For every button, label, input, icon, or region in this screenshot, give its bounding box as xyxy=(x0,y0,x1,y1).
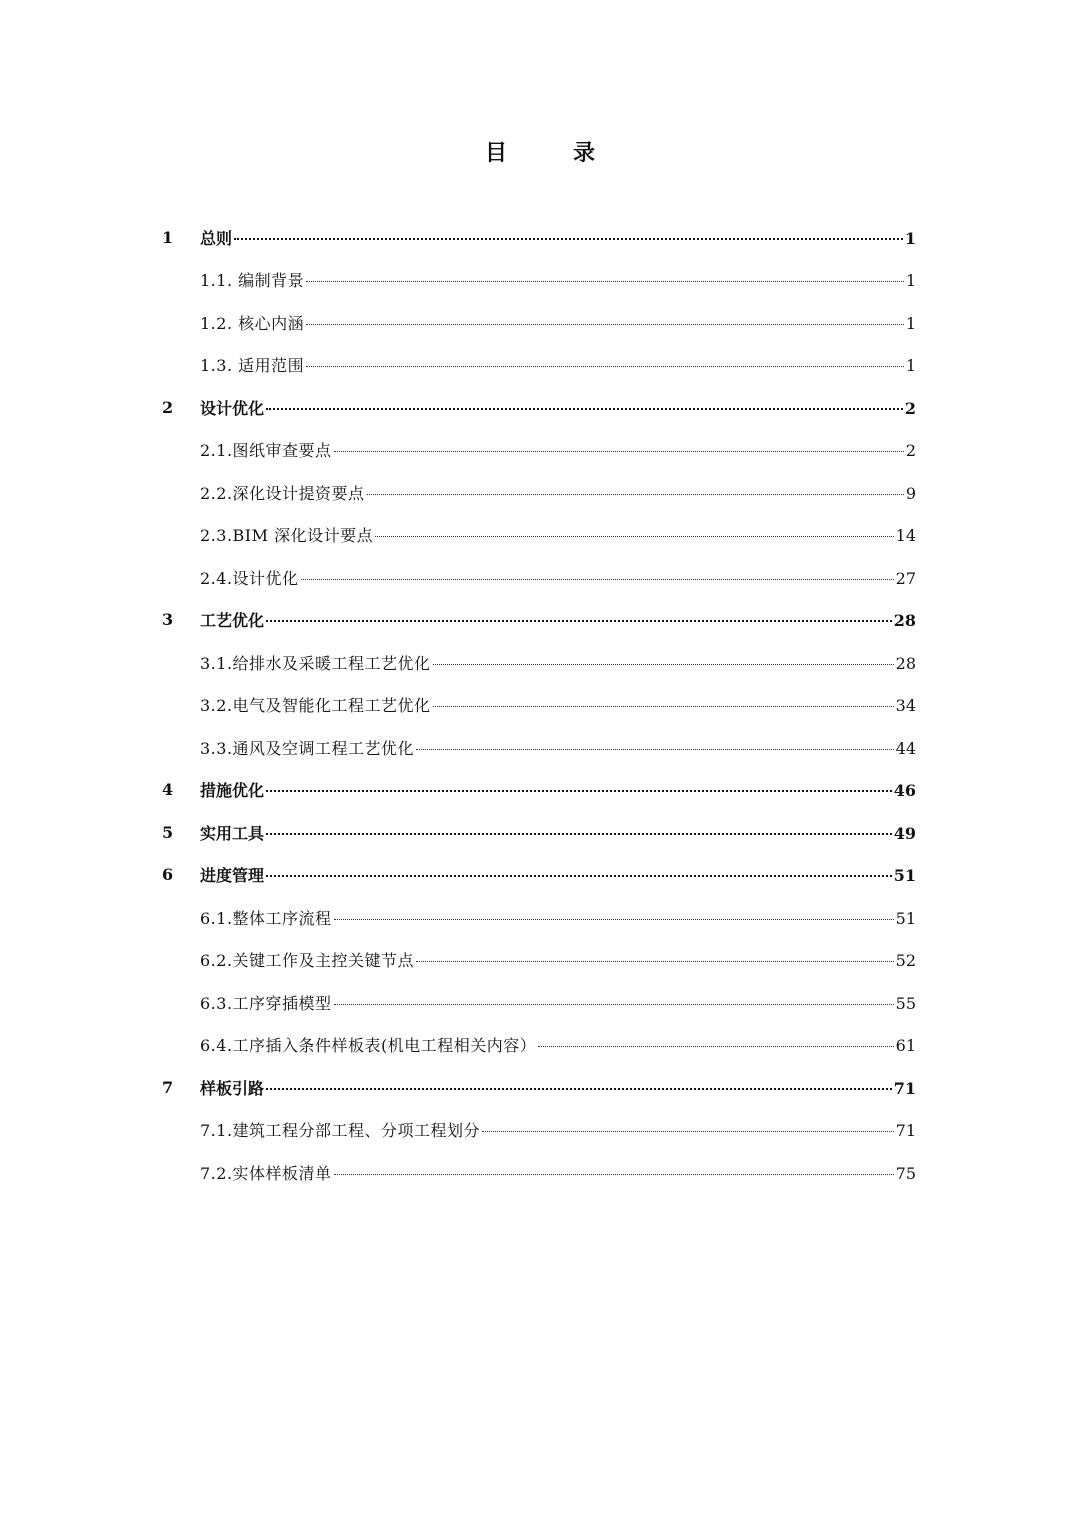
toc-entry-1-2[interactable] xyxy=(162,301,916,344)
toc-entry-2[interactable] xyxy=(162,386,916,429)
toc-entry-label: 设计优化 xyxy=(200,398,265,418)
toc-entry-2-3[interactable] xyxy=(162,514,916,557)
leader-dots xyxy=(266,1088,892,1090)
toc-entry-3-3[interactable] xyxy=(162,726,916,769)
leader-dots xyxy=(334,1174,894,1175)
toc-entry-page: 14 xyxy=(895,526,916,546)
leader-dots xyxy=(266,620,892,622)
leader-dots xyxy=(416,749,894,750)
toc-entry-number: 6 xyxy=(162,865,174,885)
toc-title: 目 录 xyxy=(484,140,617,166)
leader-dots xyxy=(334,451,904,452)
toc-entry-6[interactable] xyxy=(162,854,916,897)
table-of-contents xyxy=(162,216,916,1194)
toc-entry-page: 2 xyxy=(905,441,916,461)
toc-entry-label: 措施优化 xyxy=(200,781,265,801)
toc-entry-number: 4 xyxy=(162,780,174,800)
toc-entry-page: 61 xyxy=(895,1036,916,1056)
toc-entry-label: 1.1. 编制背景 xyxy=(200,271,305,291)
toc-entry-page: 1 xyxy=(905,356,916,376)
leader-dots xyxy=(266,833,892,835)
toc-entry-label: 3.2.电气及智能化工程工艺优化 xyxy=(200,696,431,716)
toc-entry-page: 71 xyxy=(893,1078,916,1098)
toc-entry-2-4[interactable] xyxy=(162,556,916,599)
toc-entry-page: 27 xyxy=(895,568,916,588)
toc-entry-label: 工艺优化 xyxy=(200,611,265,631)
leader-dots xyxy=(306,281,904,282)
toc-entry-number: 7 xyxy=(162,1077,174,1097)
toc-entry-page: 9 xyxy=(905,483,916,503)
toc-entry-page: 1 xyxy=(904,228,916,248)
toc-entry-label: 6.3.工序穿插模型 xyxy=(200,993,332,1013)
toc-entry-2-2[interactable] xyxy=(162,471,916,514)
toc-entry-label: 进度管理 xyxy=(200,866,265,886)
toc-entry-4[interactable] xyxy=(162,769,916,812)
leader-dots xyxy=(416,961,894,962)
toc-entry-1[interactable] xyxy=(162,216,916,259)
toc-entry-3-1[interactable] xyxy=(162,641,916,684)
leader-dots xyxy=(433,664,894,665)
leader-dots xyxy=(306,366,904,367)
toc-entry-page: 44 xyxy=(895,738,916,758)
toc-entry-label: 2.3.BIM 深化设计要点 xyxy=(200,526,374,546)
toc-entry-number: 1 xyxy=(162,227,174,247)
toc-entry-page: 55 xyxy=(895,993,916,1013)
toc-entry-label: 6.2.关键工作及主控关键节点 xyxy=(200,951,415,971)
toc-entry-number: 2 xyxy=(162,397,174,417)
toc-entry-page: 2 xyxy=(904,398,916,418)
toc-entry-page: 51 xyxy=(895,908,916,928)
toc-entry-3[interactable] xyxy=(162,599,916,642)
toc-entry-label: 7.2.实体样板清单 xyxy=(200,1163,332,1183)
toc-entry-2-1[interactable] xyxy=(162,429,916,472)
toc-entry-page: 1 xyxy=(905,313,916,333)
toc-entry-label: 2.2.深化设计提资要点 xyxy=(200,483,365,503)
toc-entry-page: 51 xyxy=(893,866,916,886)
toc-entry-page: 75 xyxy=(895,1163,916,1183)
toc-entry-6-4[interactable] xyxy=(162,1024,916,1067)
toc-entry-6-3[interactable] xyxy=(162,981,916,1024)
toc-entry-label: 2.1.图纸审查要点 xyxy=(200,441,332,461)
toc-entry-label: 总则 xyxy=(200,228,233,248)
toc-entry-label: 3.3.通风及空调工程工艺优化 xyxy=(200,738,415,758)
toc-entry-1-3[interactable] xyxy=(162,344,916,387)
toc-entry-label: 3.1.给排水及采暖工程工艺优化 xyxy=(200,653,431,673)
toc-entry-label: 6.1.整体工序流程 xyxy=(200,908,332,928)
toc-entry-page: 49 xyxy=(893,823,916,843)
toc-entry-label: 实用工具 xyxy=(200,823,265,843)
toc-entry-7-2[interactable] xyxy=(162,1151,916,1194)
toc-entry-6-2[interactable] xyxy=(162,939,916,982)
toc-entry-5[interactable] xyxy=(162,811,916,854)
toc-entry-page: 28 xyxy=(893,611,916,631)
leader-dots xyxy=(306,324,904,325)
toc-entry-page: 1 xyxy=(905,271,916,291)
leader-dots xyxy=(234,238,903,240)
toc-entry-label: 7.1.建筑工程分部工程、分项工程划分 xyxy=(200,1121,481,1141)
toc-entry-page: 71 xyxy=(895,1121,916,1141)
leader-dots xyxy=(482,1131,894,1132)
toc-entry-1-1[interactable] xyxy=(162,259,916,302)
toc-entry-page: 34 xyxy=(895,696,916,716)
toc-entry-label: 1.2. 核心内涵 xyxy=(200,313,305,333)
toc-entry-3-2[interactable] xyxy=(162,684,916,727)
toc-entry-number: 3 xyxy=(162,610,174,630)
leader-dots xyxy=(334,919,894,920)
leader-dots xyxy=(266,408,903,410)
toc-entry-label: 样板引路 xyxy=(200,1078,265,1098)
leader-dots xyxy=(538,1046,893,1047)
toc-entry-7-1[interactable] xyxy=(162,1109,916,1152)
toc-entry-7[interactable] xyxy=(162,1066,916,1109)
leader-dots xyxy=(266,790,892,792)
toc-entry-page: 46 xyxy=(893,781,916,801)
toc-entry-label: 2.4.设计优化 xyxy=(200,568,299,588)
toc-entry-number: 5 xyxy=(162,822,174,842)
leader-dots xyxy=(334,1004,894,1005)
toc-entry-page: 28 xyxy=(895,653,916,673)
toc-entry-label: 1.3. 适用范围 xyxy=(200,356,305,376)
leader-dots xyxy=(433,706,894,707)
toc-entry-label: 6.4.工序插入条件样板表(机电工程相关内容） xyxy=(200,1036,537,1056)
toc-entry-6-1[interactable] xyxy=(162,896,916,939)
leader-dots xyxy=(367,494,904,495)
toc-entry-page: 52 xyxy=(895,951,916,971)
leader-dots xyxy=(375,536,894,537)
leader-dots xyxy=(301,579,894,580)
leader-dots xyxy=(266,875,892,877)
